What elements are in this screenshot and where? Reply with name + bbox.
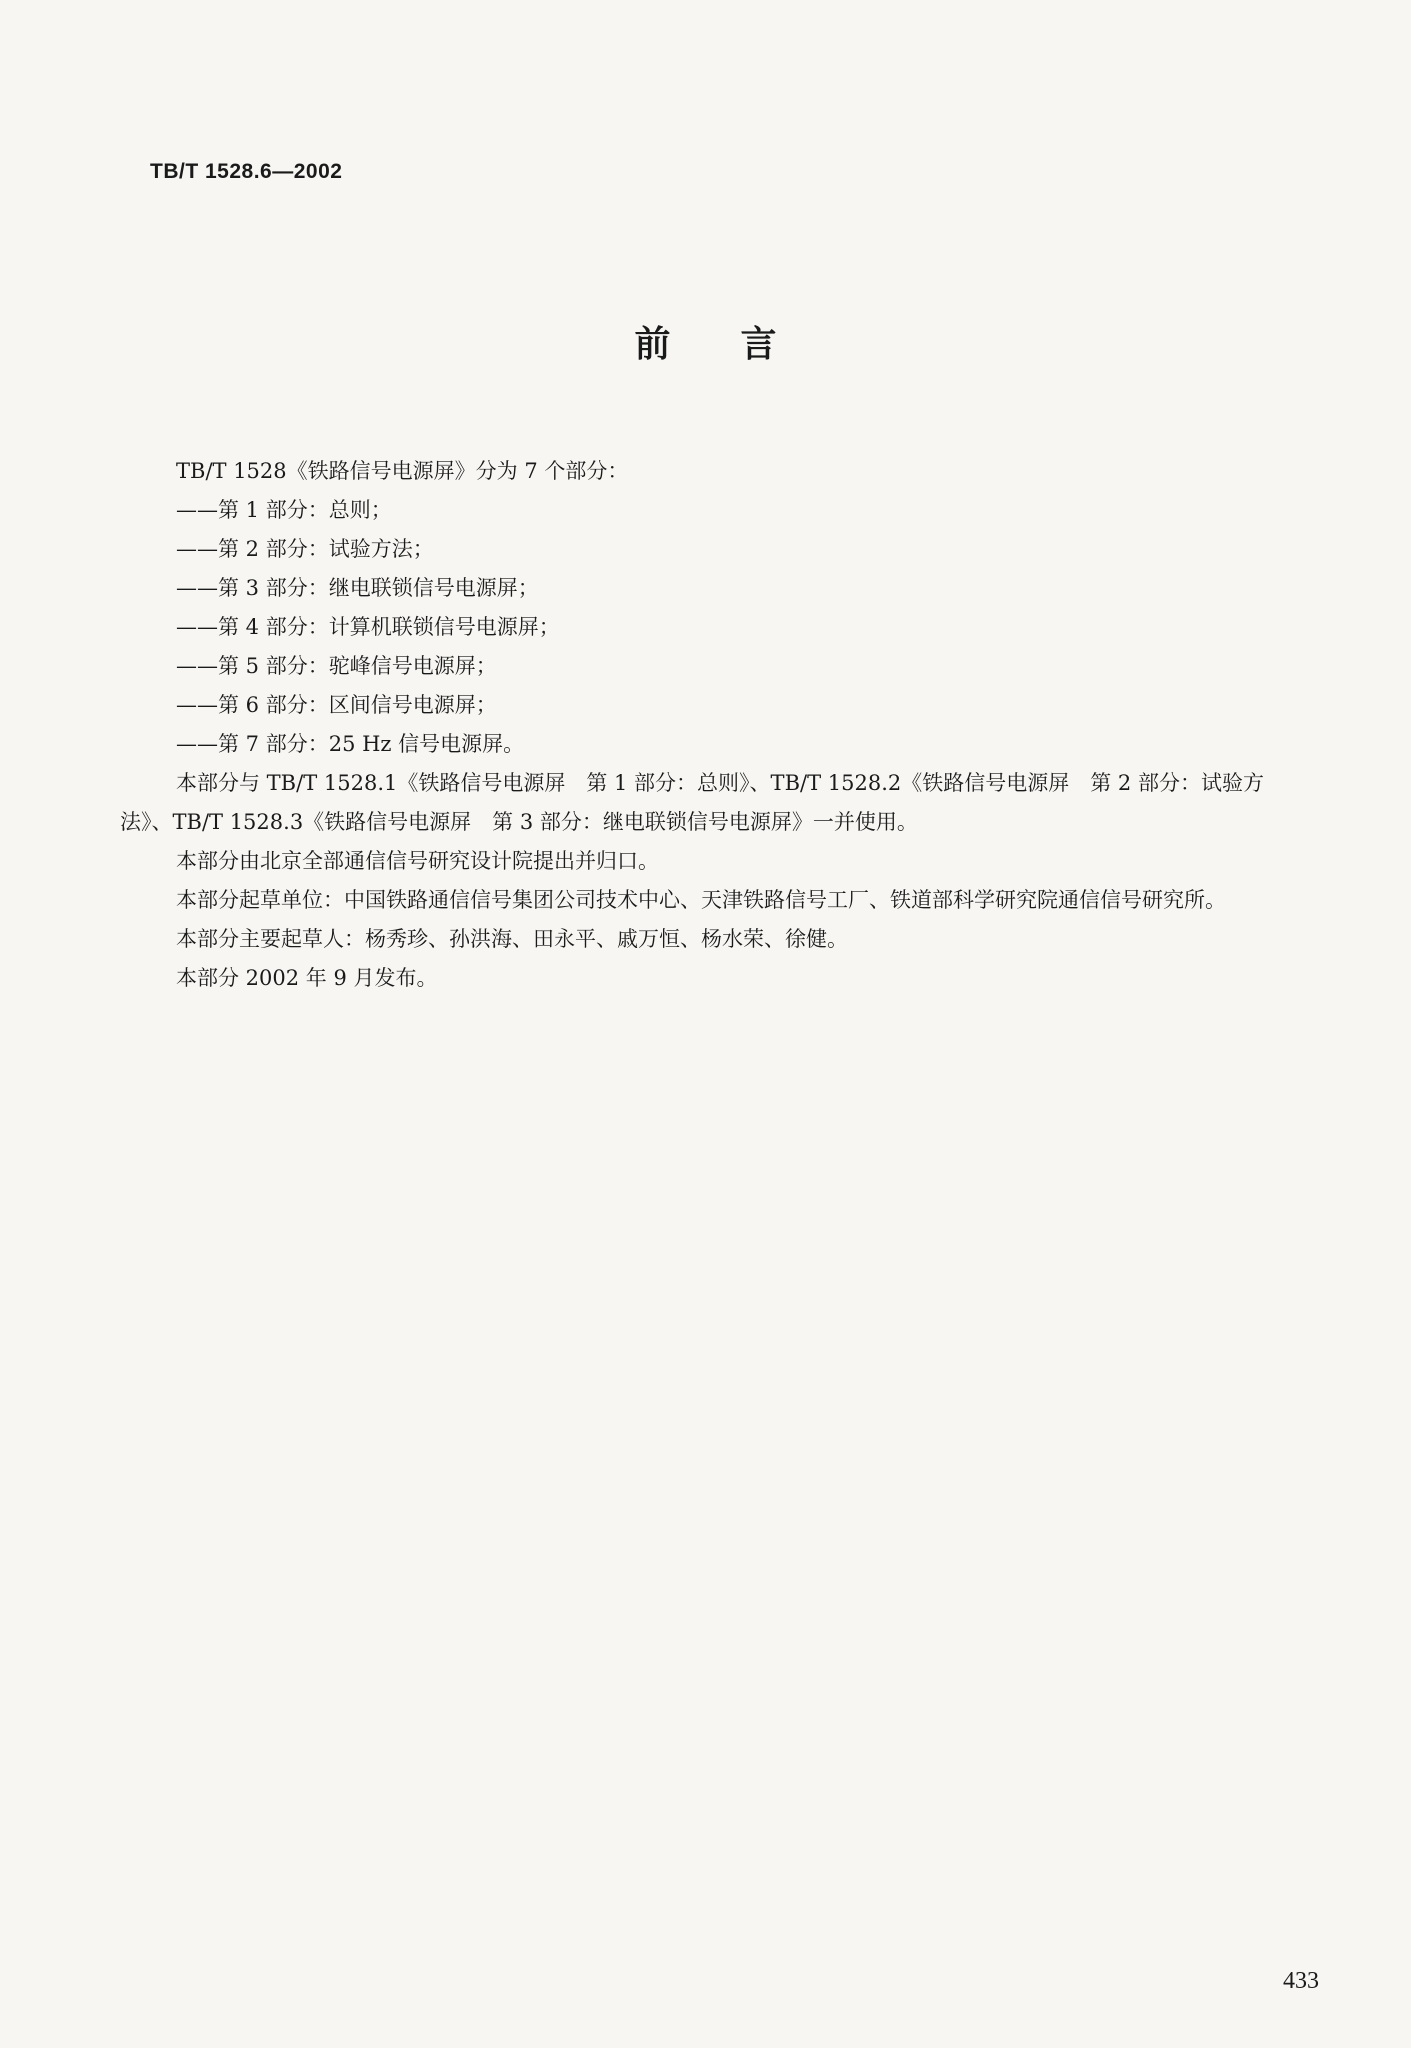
part-list-item: ——第 4 部分：计算机联锁信号电源屏； (176, 615, 560, 639)
part-list-item: ——第 3 部分：继电联锁信号电源屏； (176, 576, 539, 600)
title-char-1: 前 (634, 324, 671, 365)
part-list-item: ——第 7 部分：25 Hz 信号电源屏。 (176, 732, 525, 756)
standard-code: TB/T 1528.6—2002 (150, 160, 343, 183)
usage-paragraph: 本部分与 TB/T 1528.1《铁路信号电源屏 第 1 部分：总则》、TB/T 1528.2《铁路信号电源屏 第 2 部分：试验方法》、TB/T 1528.3《铁路信号电源屏 第 3 部分：继电联锁信号电源屏》一并使用。 (120, 771, 1264, 834)
title-char-2: 言 (740, 324, 777, 365)
drafting-units-paragraph: 本部分起草单位：中国铁路通信信号集团公司技术中心、天津铁路信号工厂、铁道部科学研究院通信信号研究所。 (176, 888, 1226, 912)
page-number: 433 (1283, 1968, 1319, 1994)
foreword-body (120, 452, 1315, 998)
part-list-item: ——第 5 部分：驼峰信号电源屏； (176, 654, 497, 678)
release-paragraph: 本部分 2002 年 9 月发布。 (176, 966, 438, 990)
part-list-item: ——第 6 部分：区间信号电源屏； (176, 693, 497, 717)
part-list-item: ——第 2 部分：试验方法； (176, 537, 434, 561)
proposer-paragraph: 本部分由北京全部通信信号研究设计院提出并归口。 (176, 849, 659, 873)
part-list-item: ——第 1 部分：总则； (176, 498, 392, 522)
intro-paragraph: TB/T 1528《铁路信号电源屏》分为 7 个部分： (176, 459, 629, 483)
page-title (0, 316, 1411, 367)
drafters-paragraph: 本部分主要起草人：杨秀珍、孙洪海、田永平、戚万恒、杨水荣、徐健。 (176, 927, 848, 951)
